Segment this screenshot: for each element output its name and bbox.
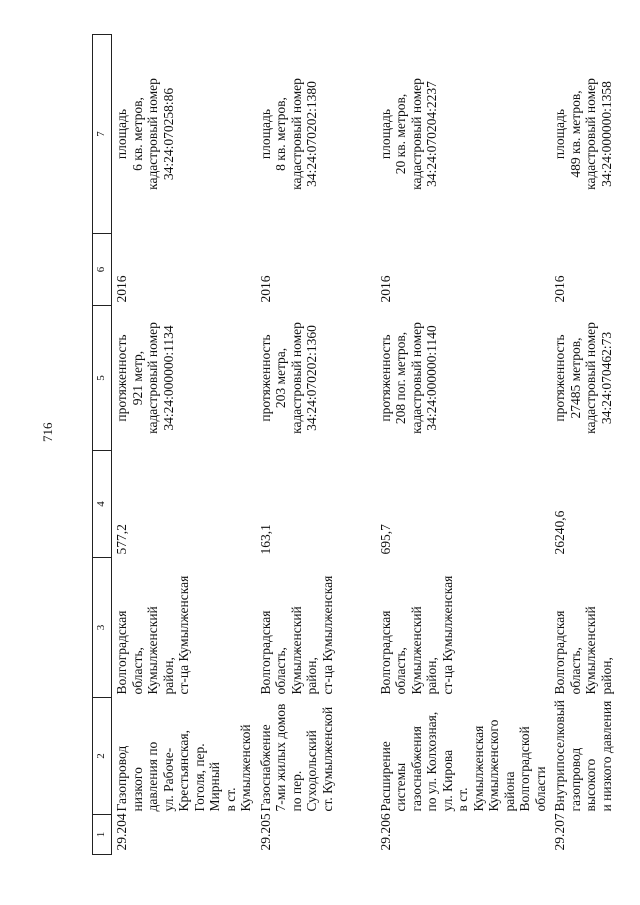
- object-extent: [256, 306, 376, 451]
- text-line: область,: [273, 647, 288, 695]
- text-line: газоснабжения: [408, 726, 424, 812]
- text-line: 27485 метров,: [567, 337, 583, 419]
- text-line: Расширение системы: [377, 741, 408, 812]
- object-year: 2016: [377, 275, 393, 303]
- object-area: [376, 35, 551, 234]
- text-line: Кумылженский: [583, 606, 598, 695]
- text-line: Кумылженского: [486, 719, 501, 812]
- text-line: 7-ми жилых домов: [273, 703, 288, 812]
- object-location: [376, 558, 551, 698]
- object-name: [112, 698, 256, 815]
- object-name: [256, 698, 376, 815]
- object-name: [376, 698, 551, 815]
- header-cell: 4: [93, 451, 112, 558]
- object-area: [256, 35, 376, 234]
- text-line: Кумылженский: [288, 606, 304, 695]
- text-line: в ст. Кумылженской: [222, 724, 253, 812]
- text-line: 921 метр,: [129, 350, 145, 406]
- text-line: 203 метра,: [273, 347, 288, 409]
- object-area: [550, 35, 640, 234]
- text-line: Волгоградской: [517, 726, 532, 812]
- header-cell: 1: [93, 815, 112, 855]
- text-line: Волгоградская: [552, 610, 567, 695]
- text-line: давления по: [145, 741, 160, 812]
- text-line: протяженность: [257, 334, 273, 422]
- text-line: район,: [160, 657, 176, 695]
- text-line: Волгоградская: [377, 610, 393, 695]
- text-line: ст. Кумылженской: [319, 706, 335, 812]
- table-row: [376, 35, 551, 855]
- text-line: кадастровый номер: [288, 322, 304, 434]
- text-line: кадастровый номер: [408, 322, 424, 434]
- text-line: протяженность: [552, 334, 567, 422]
- text-line: 6 кв. метров,: [129, 97, 145, 171]
- object-extent: [376, 306, 551, 451]
- header-cell: 5: [93, 306, 112, 451]
- object-value: 695,7: [377, 524, 393, 555]
- text-line: 20 кв. метров,: [393, 93, 408, 175]
- text-line: кадастровый номер: [288, 78, 304, 190]
- text-line: района: [501, 771, 517, 812]
- object-extent: [550, 306, 640, 451]
- object-location: [112, 558, 256, 698]
- text-line: площадь: [257, 108, 273, 160]
- text-line: Гоголя, пер. Мирный: [191, 743, 222, 812]
- text-line: ул. Кирова: [439, 749, 455, 812]
- object-year: 2016: [552, 275, 567, 303]
- property-table: [92, 34, 640, 855]
- text-line: площадь: [114, 108, 129, 160]
- text-line: район,: [424, 657, 439, 695]
- object-value: 26240,6: [552, 510, 567, 555]
- object-value: 163,1: [257, 524, 273, 555]
- text-line: 34:24:070462:73: [598, 331, 614, 425]
- text-line: 34:24:000000:1140: [424, 325, 439, 431]
- row-number: 29.205: [257, 813, 273, 851]
- object-location: [256, 558, 376, 698]
- text-line: 34:24:070202:1380: [304, 81, 319, 187]
- header-cell: 2: [93, 698, 112, 815]
- object-year: 2016: [257, 275, 273, 303]
- header-cell: 7: [93, 35, 112, 234]
- text-line: ст-ца Кумылженская: [439, 575, 455, 695]
- text-line: Волгоградская: [114, 610, 129, 695]
- table-row: [550, 35, 640, 855]
- text-line: кадастровый номер: [583, 322, 598, 434]
- text-line: 34:24:070202:1360: [304, 325, 319, 431]
- object-extent: [112, 306, 256, 451]
- text-line: район,: [304, 657, 319, 695]
- rotated-table-container: [92, 35, 614, 855]
- row-number: 29.206: [377, 813, 393, 851]
- object-location: [550, 558, 640, 698]
- text-line: протяженность: [114, 334, 129, 422]
- text-line: 34:24:000000:1358: [598, 81, 614, 187]
- text-line: площадь: [377, 108, 393, 160]
- text-line: протяженность: [377, 334, 393, 422]
- row-number: 29.207: [552, 813, 567, 851]
- header-cell: 3: [93, 558, 112, 698]
- text-line: кадастровый номер: [408, 78, 424, 190]
- text-line: Кумылженский: [408, 606, 424, 695]
- text-line: газопровод высокого: [567, 747, 598, 812]
- row-number: 29.204: [114, 813, 129, 851]
- text-line: Внутрипоселковый: [552, 699, 567, 812]
- text-line: ст-ца Кумылженская: [176, 575, 191, 695]
- text-line: Волгоградская: [257, 610, 273, 695]
- text-line: ст-ца Кумылженская: [319, 575, 335, 695]
- text-line: область,: [567, 647, 583, 695]
- object-year: 2016: [114, 275, 129, 303]
- text-line: 489 кв. метров,: [567, 90, 583, 178]
- text-line: Кумылженский: [145, 606, 160, 695]
- table-row: [256, 35, 376, 855]
- text-line: область,: [393, 647, 408, 695]
- object-area: [112, 35, 256, 234]
- text-line: 8 кв. метров,: [273, 97, 288, 171]
- text-line: кадастровый номер: [583, 78, 598, 190]
- text-line: 34:24:070204:2237: [424, 81, 439, 187]
- header-row: [93, 35, 112, 855]
- object-value: 577,2: [114, 524, 129, 555]
- object-name: [550, 698, 640, 815]
- text-line: в ст. Кумылженская: [455, 725, 486, 812]
- header-cell: 6: [93, 234, 112, 306]
- text-line: Газопровод низкого: [114, 745, 145, 812]
- text-line: Крестьянская,: [176, 730, 191, 812]
- text-line: и низкого давления: [598, 700, 614, 812]
- text-line: Газоснабжение: [257, 724, 273, 812]
- text-line: 34:24:000000:1134: [160, 325, 176, 431]
- text-line: 34:24:070258:86: [160, 87, 176, 181]
- text-line: области: [532, 766, 548, 812]
- text-line: ул. Рабоче-: [160, 747, 176, 812]
- text-line: по ул. Колхозная,: [424, 711, 439, 812]
- text-line: площадь: [552, 108, 567, 160]
- table-row: [112, 35, 256, 855]
- text-line: кадастровый номер: [145, 322, 160, 434]
- text-line: район,: [598, 657, 614, 695]
- page-number: 716: [40, 422, 55, 442]
- text-line: по пер. Суходольский: [288, 730, 319, 812]
- text-line: кадастровый номер: [145, 78, 160, 190]
- text-line: 208 пог. метров,: [393, 331, 408, 425]
- text-line: область,: [129, 647, 145, 695]
